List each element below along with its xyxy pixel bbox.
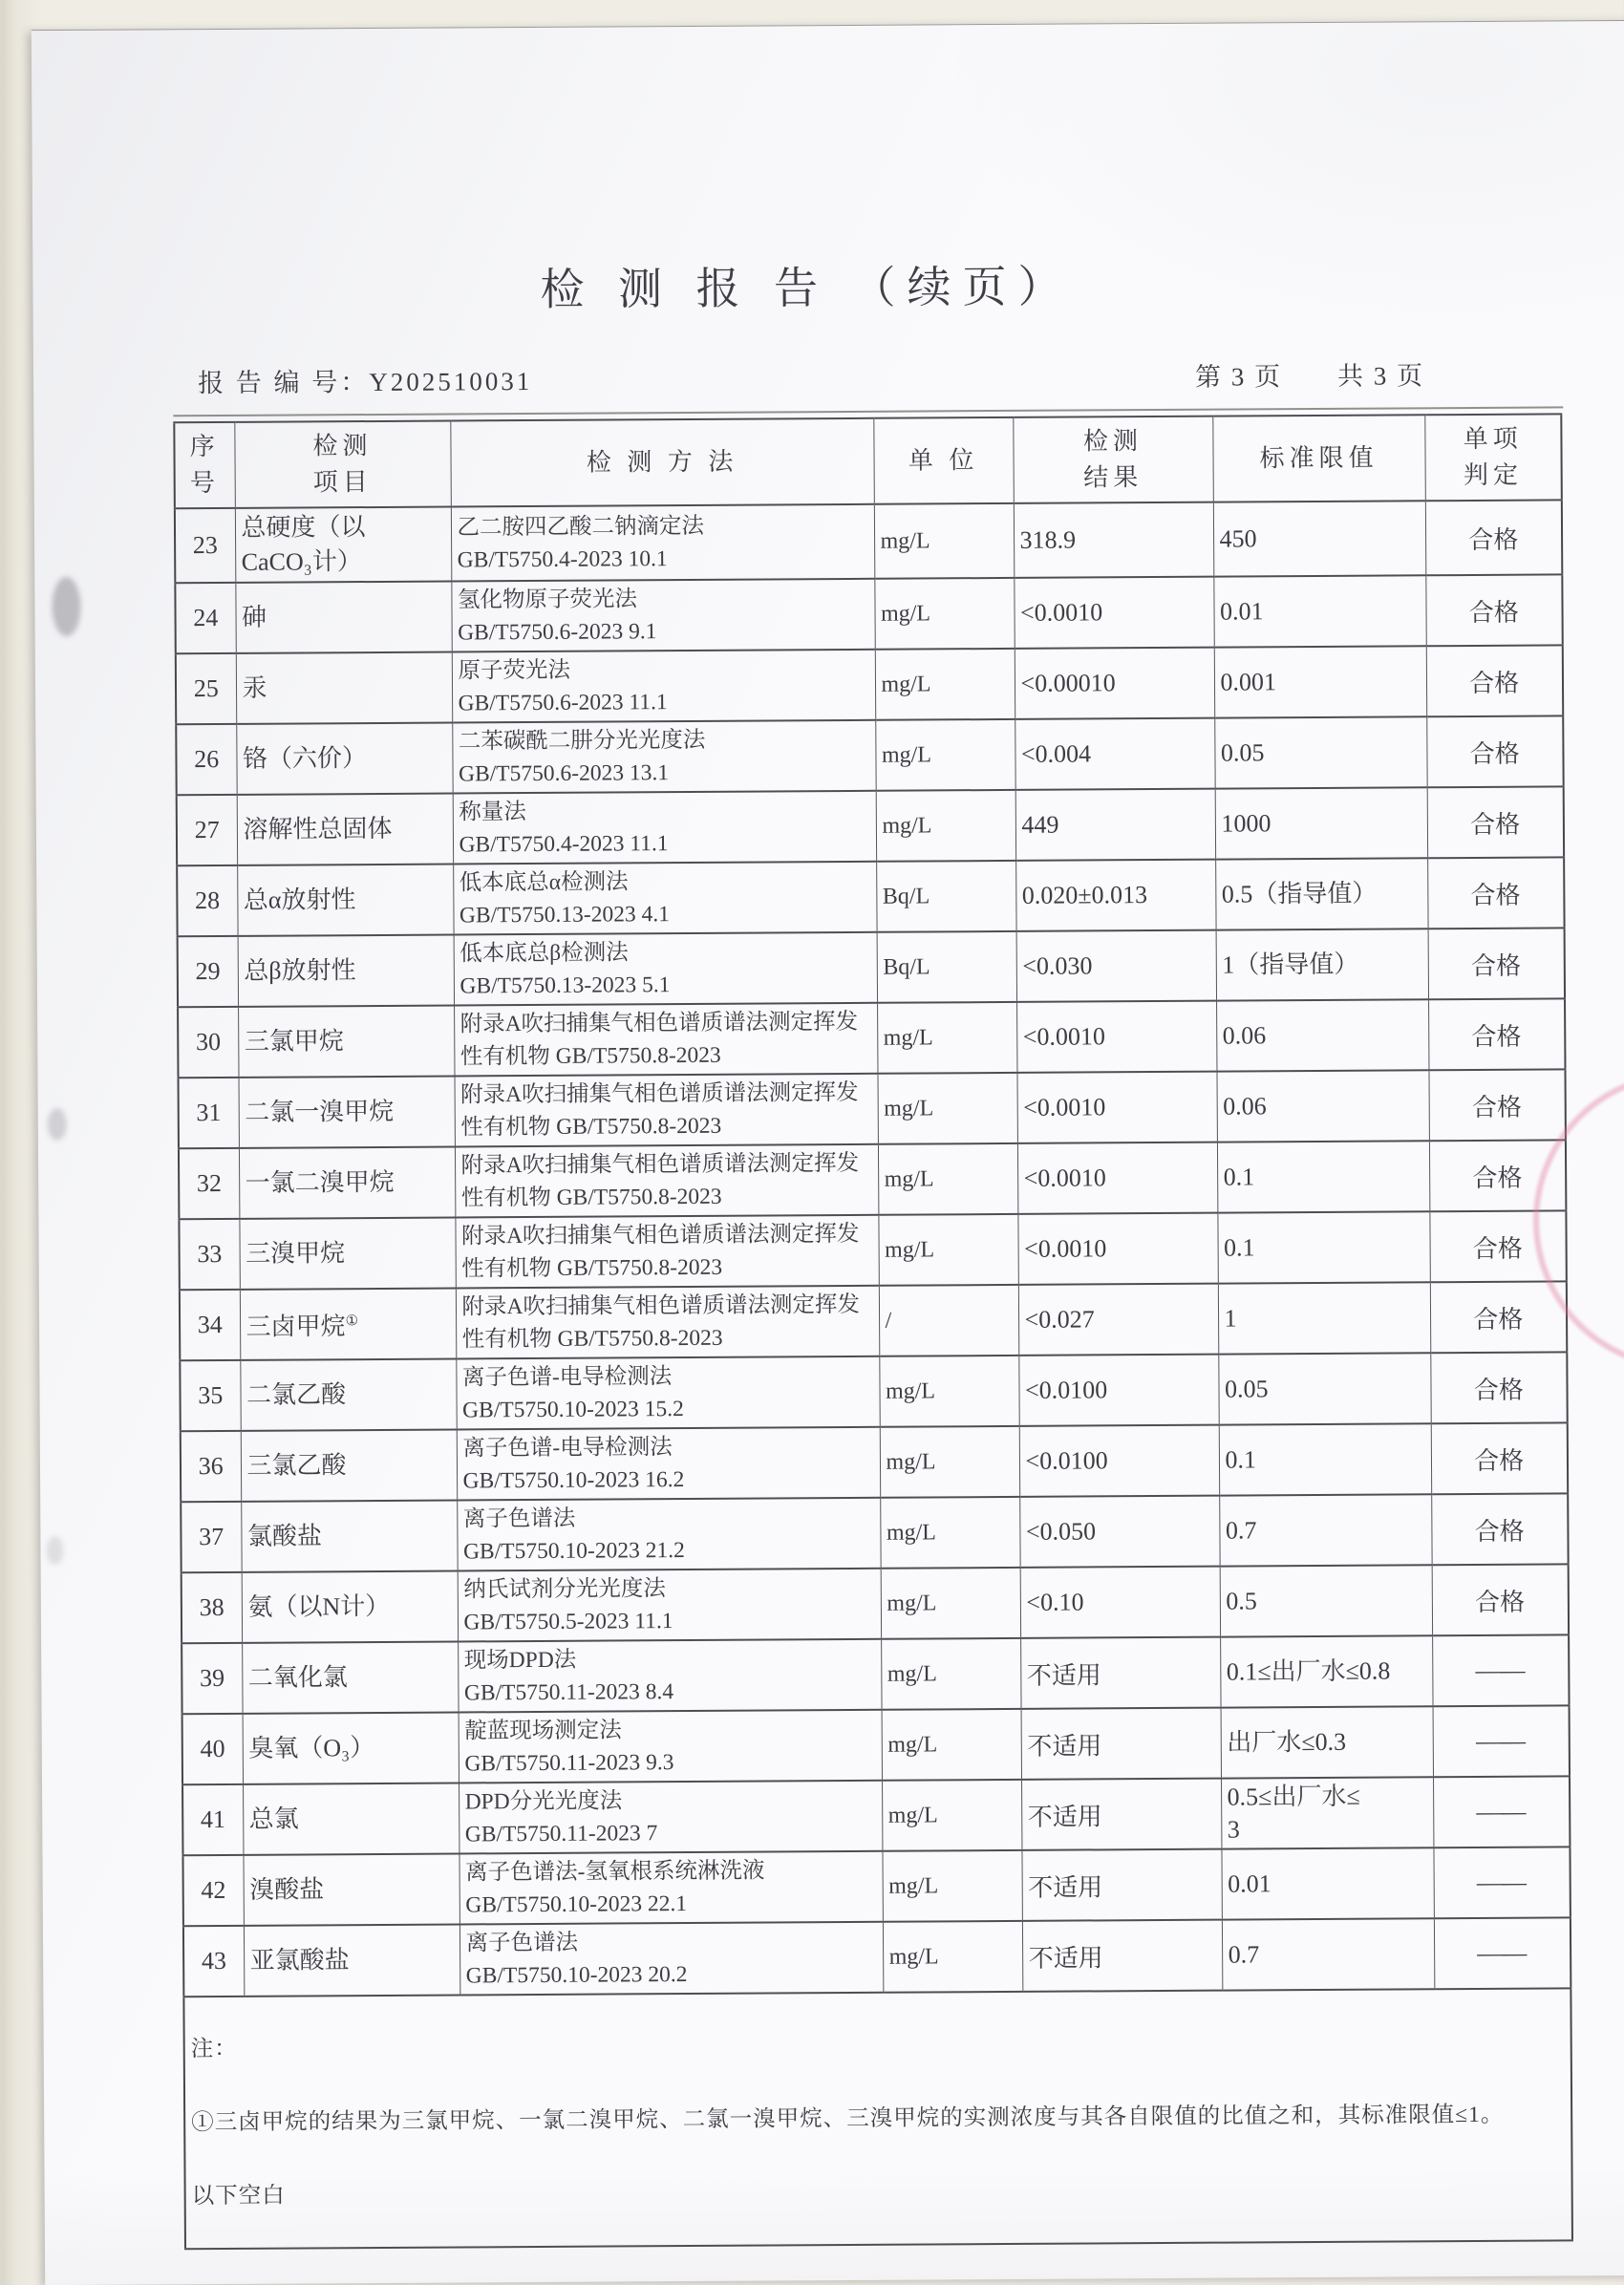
notes-cell (183, 1988, 1572, 2249)
row-no: 29 (178, 936, 238, 1007)
limit: 0.5（指导值） (1215, 858, 1427, 929)
result: <0.0010 (1017, 1142, 1217, 1214)
verdict: —— (1433, 1776, 1570, 1847)
result: <0.0100 (1018, 1355, 1218, 1426)
item-text: 二氯一溴甲烷 (245, 1097, 395, 1126)
item-name (243, 1712, 459, 1783)
item-text: 总氯 (248, 1805, 299, 1833)
verdict: 合格 (1425, 574, 1562, 646)
method: 乙二胺四乙酸二钠滴定法 GB/T5750.4-2023 10.1 (451, 504, 874, 582)
method: 附录A吹扫捕集气相色谱质谱法测定挥发 性有机物 GB/T5750.8-2023 (455, 1074, 878, 1147)
unit: mg/L (882, 1780, 1021, 1851)
row-no: 39 (182, 1643, 242, 1714)
item-name (242, 1570, 458, 1642)
result: 318.9 (1014, 502, 1213, 578)
method: 离子色谱法 GB/T5750.10-2023 21.2 (457, 1498, 880, 1571)
verdict: 合格 (1430, 1281, 1567, 1353)
item-text: 三氯乙酸 (246, 1451, 347, 1480)
unit: mg/L (876, 790, 1015, 862)
header-verdict: 单项 判定 (1424, 414, 1562, 501)
verdict: —— (1432, 1634, 1569, 1706)
table-row (182, 1847, 1570, 1926)
verdict: —— (1433, 1705, 1570, 1777)
limit: 0.01 (1221, 1847, 1433, 1919)
limit: 0.001 (1214, 646, 1426, 717)
item-text: 总硬度（以 CaCO₃计） (241, 513, 366, 576)
row-no: 26 (176, 724, 236, 795)
verdict: —— (1434, 1917, 1571, 1989)
verdict: 合格 (1429, 1210, 1566, 1282)
table-row (178, 998, 1565, 1078)
item-text: 氨（以N计） (247, 1591, 391, 1621)
result: <0.0010 (1014, 577, 1213, 649)
unit: mg/L (882, 1709, 1021, 1781)
result: <0.0010 (1016, 1072, 1216, 1143)
verdict: 合格 (1428, 928, 1565, 999)
unit: mg/L (880, 1497, 1019, 1569)
report-number (198, 367, 532, 397)
item-text: 氯酸盐 (246, 1522, 323, 1550)
verdict: 合格 (1428, 1069, 1565, 1141)
limit: 0.1≤出厂水≤0.8 (1220, 1635, 1432, 1707)
unit: mg/L (881, 1638, 1020, 1710)
page-indicator: 第 3 页 共 3 页 (1194, 361, 1425, 392)
limit: 450 (1213, 501, 1425, 576)
item-text: 二氯乙酸 (246, 1380, 347, 1409)
item-text: 溴酸盐 (249, 1875, 325, 1904)
method: 纳氏试剂分光光度法 GB/T5750.5-2023 11.1 (458, 1569, 881, 1642)
test-results-table (173, 413, 1573, 2250)
scan-smudge (48, 1108, 67, 1141)
table-row (181, 1422, 1568, 1502)
item-text: 一氯二溴甲烷 (245, 1167, 395, 1197)
method: 低本底总β检测法 GB/T5750.13-2023 5.1 (454, 932, 877, 1006)
result: <0.027 (1018, 1284, 1218, 1356)
limit: 0.7 (1219, 1494, 1431, 1566)
row-no: 36 (181, 1431, 241, 1502)
result: 不适用 (1021, 1708, 1221, 1780)
unit: Bq/L (876, 861, 1015, 932)
table-row (182, 1776, 1570, 1855)
item-name (236, 723, 452, 795)
table-row (178, 928, 1565, 1007)
result: 不适用 (1020, 1637, 1220, 1709)
result: <0.0100 (1019, 1425, 1219, 1497)
method: 氢化物原子荧光法 GB/T5750.6-2023 9.1 (451, 579, 874, 652)
unit: mg/L (879, 1356, 1018, 1427)
footnote-marker: ① (345, 1313, 359, 1330)
header-unit: 单 位 (873, 417, 1014, 504)
limit: 0.5 (1220, 1565, 1432, 1636)
notes-label: 注： (190, 2036, 238, 2062)
header-no: 序 号 (174, 422, 235, 508)
report-meta (198, 353, 1583, 402)
table-row (183, 1917, 1571, 1997)
item-text: 臭氧（O₃） (248, 1734, 375, 1762)
method: 附录A吹扫捕集气相色谱质谱法测定挥发 性有机物 GB/T5750.8-2023 (455, 1144, 878, 1218)
unit: mg/L (881, 1568, 1020, 1639)
method: 离子色谱法-氢氧根系统淋洗液 GB/T5750.10-2023 22.1 (459, 1851, 882, 1925)
verdict: 合格 (1431, 1422, 1568, 1494)
item-text: 总β放射性 (244, 956, 356, 985)
row-no: 41 (182, 1784, 243, 1855)
row-no: 43 (183, 1926, 244, 1997)
item-text: 亚氯酸盐 (249, 1946, 350, 1975)
result: 449 (1015, 789, 1215, 861)
item-text: 三卤甲烷 (246, 1313, 346, 1341)
method: 二苯碳酰二肼分光光度法 GB/T5750.6-2023 13.1 (452, 720, 875, 794)
limit: 出厂水≤0.3 (1221, 1706, 1433, 1778)
verdict: 合格 (1427, 857, 1564, 929)
row-no: 32 (179, 1148, 239, 1219)
item-text: 汞 (242, 673, 267, 702)
verdict: 合格 (1426, 715, 1563, 787)
item-text: 溶解性总固体 (243, 814, 393, 844)
unit: mg/L (878, 1214, 1017, 1286)
item-name (239, 1217, 455, 1289)
unit: mg/L (875, 719, 1015, 791)
row-no: 37 (181, 1502, 241, 1572)
unit: mg/L (878, 1143, 1017, 1215)
unit: Bq/L (877, 931, 1016, 1003)
scan-smudge (52, 577, 80, 636)
notes-trailing-blank: 以下空白 (191, 2183, 286, 2210)
result: <0.0010 (1016, 1001, 1216, 1073)
table-row (180, 1281, 1567, 1360)
item-name (239, 1077, 455, 1148)
method: 低本底总α检测法 GB/T5750.13-2023 4.1 (453, 862, 876, 935)
verdict: 合格 (1429, 1140, 1566, 1211)
notes-section (183, 1988, 1572, 2249)
page-title: 检 测 报 告 （续页） (540, 262, 1074, 314)
limit: 0.7 (1222, 1918, 1434, 1990)
item-name (240, 1288, 456, 1359)
limit: 1000 (1215, 787, 1427, 859)
item-name (237, 794, 453, 865)
row-no: 28 (177, 865, 237, 936)
method: 附录A吹扫捕集气相色谱质谱法测定挥发 性有机物 GB/T5750.8-2023 (455, 1215, 878, 1289)
item-text: 三氯甲烷 (244, 1027, 344, 1056)
item-name (243, 1783, 459, 1854)
table-row (179, 1210, 1566, 1290)
scan-smudge (46, 1536, 63, 1565)
verdict: 合格 (1426, 645, 1563, 716)
unit: mg/L (875, 649, 1015, 720)
header-result: 检测 结果 (1013, 416, 1213, 503)
table-header-row (174, 414, 1562, 508)
method: DPD分光光度法 GB/T5750.11-2023 7 (459, 1781, 882, 1854)
table-row (182, 1634, 1569, 1714)
method: 原子荧光法 GB/T5750.6-2023 11.1 (452, 650, 875, 723)
item-text: 砷 (241, 603, 267, 631)
limit: 0.06 (1216, 999, 1428, 1071)
item-name (237, 865, 453, 936)
result: <0.050 (1019, 1496, 1219, 1568)
row-no: 33 (179, 1219, 239, 1290)
item-name (244, 1924, 459, 1996)
result: <0.10 (1020, 1567, 1220, 1638)
item-name (243, 1853, 459, 1925)
row-no: 27 (177, 795, 237, 865)
limit: 0.05 (1214, 716, 1426, 788)
header-method: 检 测 方 法 (450, 418, 874, 507)
method: 离子色谱-电导检测法 GB/T5750.10-2023 16.2 (457, 1427, 880, 1501)
method: 称量法 GB/T5750.4-2023 11.1 (453, 791, 876, 865)
unit: mg/L (877, 1073, 1016, 1144)
result: <0.030 (1016, 930, 1216, 1002)
table-row (182, 1705, 1570, 1784)
item-name (235, 507, 451, 583)
unit: mg/L (882, 1850, 1021, 1922)
report-number-value: Y202510031 (369, 366, 533, 397)
result: 不适用 (1021, 1849, 1221, 1921)
result: <0.0010 (1017, 1213, 1217, 1285)
item-name (242, 1641, 458, 1713)
item-name (235, 582, 451, 653)
verdict: 合格 (1425, 500, 1562, 575)
unit: mg/L (883, 1921, 1022, 1993)
limit: 0.06 (1216, 1070, 1428, 1142)
verdict: —— (1433, 1847, 1570, 1918)
result: 0.020±0.013 (1015, 860, 1215, 931)
item-name (241, 1429, 457, 1501)
result: <0.00010 (1015, 648, 1214, 719)
result: 不适用 (1021, 1779, 1221, 1850)
unit: mg/L (874, 503, 1014, 579)
item-name (236, 652, 452, 724)
limit: 0.1 (1219, 1423, 1431, 1495)
unit: / (879, 1285, 1018, 1356)
table-row (177, 786, 1564, 865)
limit: 0.1 (1217, 1141, 1429, 1212)
table-row (180, 1352, 1567, 1431)
note-footnote-1: ①三卤甲烷的结果为三氯甲烷、一氯二溴甲烷、二氯一溴甲烷、三溴甲烷的实测浓度与其各自限值的比值之和，其标准限值≤1。 (191, 2102, 1505, 2136)
table-row (176, 715, 1563, 795)
report-number-label: 报 告 编 号： (197, 368, 370, 398)
verdict: 合格 (1432, 1564, 1569, 1635)
row-no: 31 (179, 1078, 239, 1148)
table-row (179, 1140, 1566, 1219)
table-row (179, 1069, 1566, 1148)
verdict: 合格 (1430, 1352, 1567, 1423)
unit: mg/L (880, 1426, 1019, 1498)
limit: 1 (1218, 1282, 1430, 1354)
item-name (238, 935, 454, 1007)
verdict: 合格 (1431, 1493, 1568, 1565)
item-name (239, 1146, 455, 1218)
row-no: 40 (182, 1714, 243, 1784)
method: 靛蓝现场测定法 GB/T5750.11-2023 9.3 (459, 1710, 882, 1783)
item-text: 总α放射性 (243, 886, 356, 914)
result: 不适用 (1022, 1920, 1222, 1992)
table-row (176, 645, 1563, 724)
result: <0.004 (1015, 718, 1214, 790)
method: 现场DPD法 GB/T5750.11-2023 8.4 (458, 1639, 881, 1713)
row-no: 30 (178, 1007, 238, 1078)
verdict: 合格 (1428, 998, 1565, 1070)
limit: 0.1 (1217, 1211, 1429, 1283)
item-name (241, 1500, 457, 1571)
table-row (175, 500, 1562, 583)
document-page (32, 20, 1624, 2285)
table-row (177, 857, 1564, 936)
row-no: 25 (176, 653, 236, 724)
method: 离子色谱-电导检测法 GB/T5750.10-2023 15.2 (456, 1356, 879, 1430)
unit: mg/L (874, 578, 1014, 650)
item-name (238, 1006, 454, 1078)
table-row (175, 574, 1562, 653)
limit: 0.05 (1218, 1353, 1430, 1424)
limit: 0.5≤出厂水≤ 3 (1221, 1777, 1433, 1848)
item-name (240, 1358, 456, 1430)
item-text: 二氧化氯 (247, 1663, 348, 1692)
header-limit: 标准限值 (1212, 415, 1425, 502)
unit: mg/L (877, 1002, 1016, 1074)
verdict: 合格 (1427, 786, 1564, 858)
item-text: 三溴甲烷 (246, 1239, 346, 1268)
row-no: 35 (180, 1360, 240, 1431)
row-no: 38 (182, 1572, 242, 1643)
method: 附录A吹扫捕集气相色谱质谱法测定挥发 性有机物 GB/T5750.8-2023 (456, 1286, 879, 1359)
row-no: 23 (175, 508, 235, 583)
row-no: 24 (175, 583, 235, 653)
table-row (182, 1564, 1569, 1643)
item-text: 铬（六价） (242, 744, 368, 773)
header-item: 检测 项目 (234, 421, 451, 508)
row-no: 34 (180, 1290, 240, 1360)
limit: 1（指导值） (1216, 929, 1428, 1000)
method: 附录A吹扫捕集气相色谱质谱法测定挥发 性有机物 GB/T5750.8-2023 (454, 1003, 877, 1077)
limit: 0.01 (1213, 575, 1425, 647)
table-row (181, 1493, 1568, 1572)
row-no: 42 (182, 1855, 243, 1926)
method: 离子色谱法 GB/T5750.10-2023 20.2 (459, 1922, 883, 1996)
